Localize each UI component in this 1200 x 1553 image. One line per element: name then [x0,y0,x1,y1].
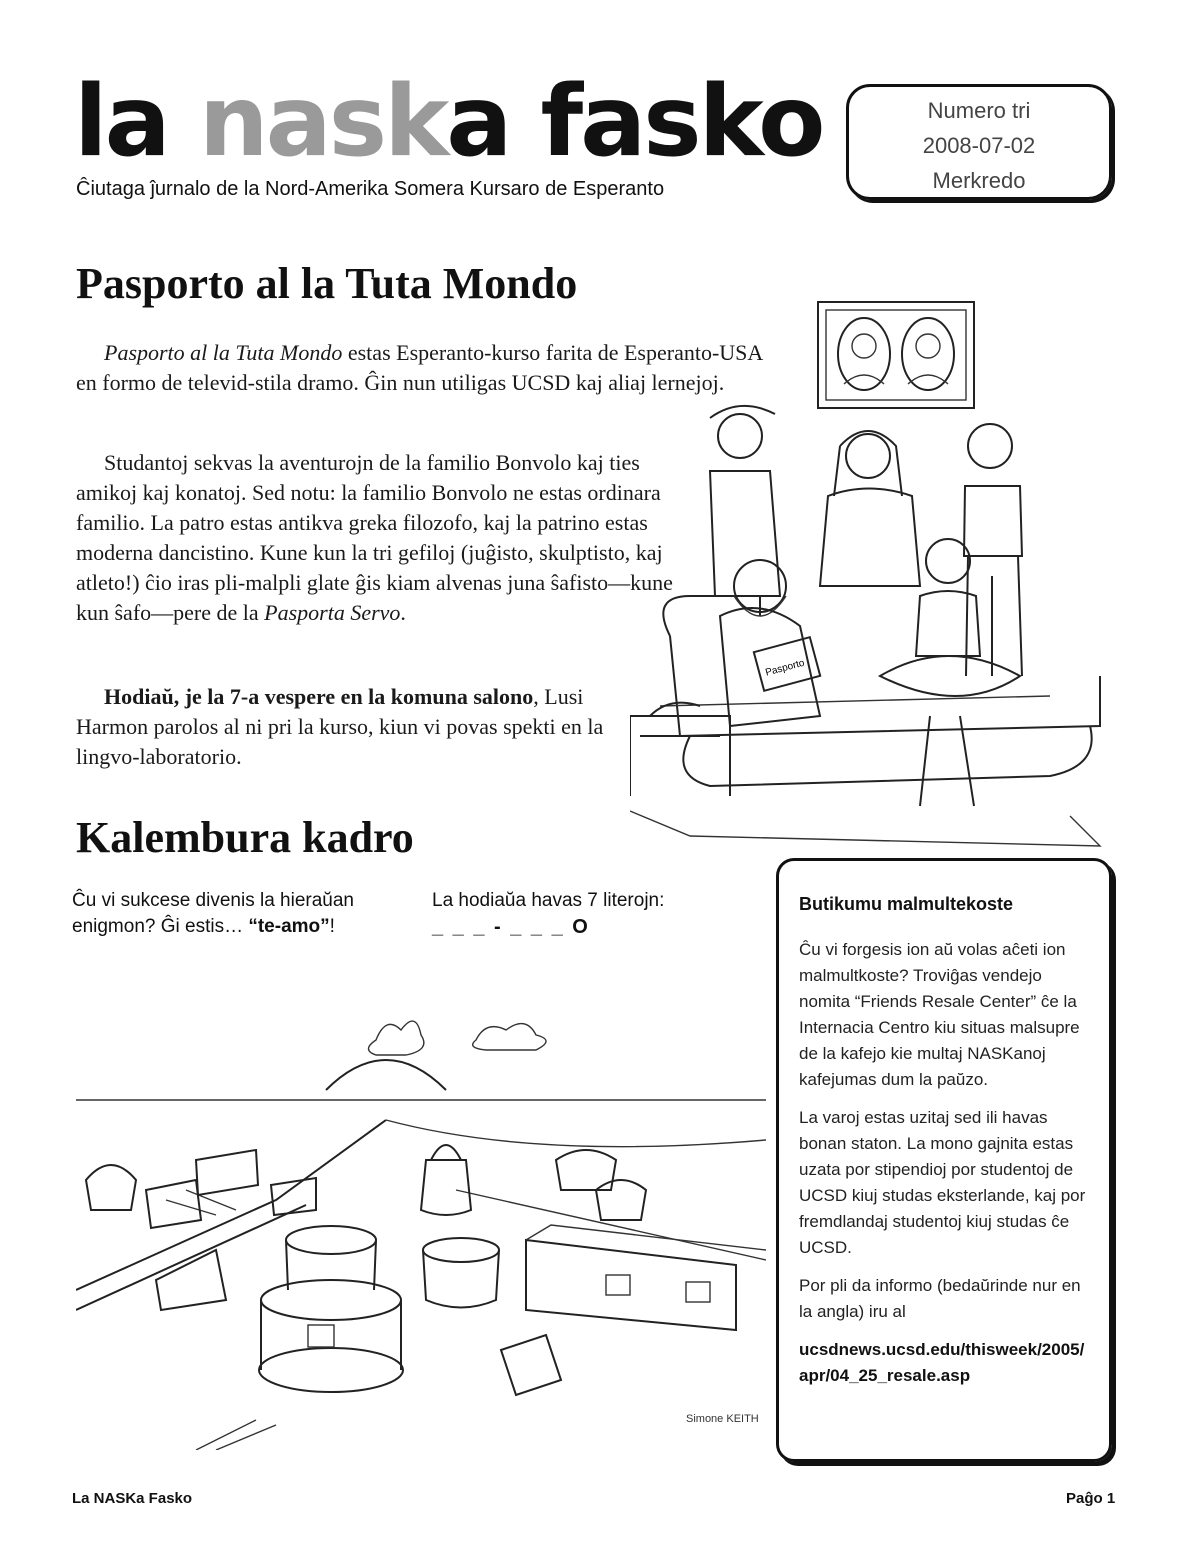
article-heading-pasporto: Pasporto al la Tuta Mondo [76,259,578,308]
p2-italic: Pasporta Servo [264,600,401,625]
puzzle-left-end: ! [329,916,335,937]
issue-date: 2008-07-02 [922,133,1036,158]
p3-text: , Lusi Harmon parolos al ni pri la kurso, kiun vi povas spekti en la lingvo-laboratorio. [76,684,604,769]
masthead-subtitle: Ĉiutaga ĵurnalo de la Nord-Amerika Somera Kursaro de Esperanto [76,178,665,200]
puzzle-today-text: La hodiaŭa havas 7 literojn: [432,890,665,911]
puzzle-question: Ĉu vi sukcese divenis la hieraŭan enigmon? Ĝi estis… [72,890,354,937]
puzzle-answer: “te-amo” [248,916,330,937]
masthead-part3: a fasko [446,65,823,179]
artist-signature: Simone KEITH [686,1413,759,1425]
footer-publication: La NASKa Fasko [72,1490,193,1507]
p1-text: estas Esperanto-kurso farita de Esperanto-USA en formo de televid-stila dramo. Ĝin nun utiligas UCSD kaj aliaj lernejoj. [76,340,763,395]
puzzle-today [432,888,742,940]
sidebar-paragraph-3: Por pli da informo (bedaŭrinde nur en la angla) iru al [799,1276,1081,1321]
issue-box [846,84,1112,200]
issue-weekday: Merkredo [932,168,1026,193]
sidebar-paragraph-1: Ĉu vi forgesis ion aŭ volas aĉeti ion malmultkoste? Troviĝas vendejo nomita “Friends Resale Center” ĉe la Internacia Centro kiu situas malsupre de la kafejo kie multaj NASKanoj kafejumas dum la paŭzo. [799,940,1080,1089]
resale-link[interactable]: ucsdnews.ucsd.edu/thisweek/2005/apr/04_25_resale.asp [799,1340,1085,1385]
puzzle-previous-answer [72,888,402,940]
footer-page-number: Paĝo 1 [1066,1490,1116,1507]
sidebar-box [776,858,1112,1462]
masthead-title [74,65,823,179]
masthead-part1: la [74,65,199,179]
sidebar-heading: Butikumu malmultekoste [799,894,1014,914]
course-title: Pasporto al la Tuta Mondo [104,340,343,365]
article-paragraph-3 [76,682,656,784]
town-illustration [76,1010,766,1450]
sidebar-paragraph-2: La varoj estas uzitaj sed ili havas bonan staton. La mono gajnita estas uzata por stipendioj por studentoj de UCSD kiuj studas eksterlande, kaj por fremdlandaj studentoj kiuj studas ĉe UCSD. [799,1108,1086,1257]
article-paragraph-2 [76,448,696,640]
puzzle-blanks: _ _ _ - _ _ _ O [432,916,590,938]
family-illustration [630,296,1116,858]
issue-number: Numero tri [927,98,1031,123]
p2-text: Studantoj sekvas la aventurojn de la familio Bonvolo kaj ties amikoj kaj konatoj. Sed notu: la familio Bonvolo ne estas ordinara familio. La patro estas antikva greka filozofo, kaj la patrino estas moderna dancistino. Kune kun la tri gefiloj (juĝisto, skulptisto, kaj atleto!) ĉio iras pli-malpli glate ĝis kiam alvenas juna ŝafisto—kune kun ŝafo—pere de la [76,450,673,625]
event-time: Hodiaŭ, je la 7-a vespere en la komuna salono [104,684,534,709]
p2-end: . [400,600,406,625]
masthead-part2: nask [198,65,447,179]
book-label: Pasporto [764,657,806,679]
article-heading-kalembura: Kalembura kadro [76,813,414,862]
